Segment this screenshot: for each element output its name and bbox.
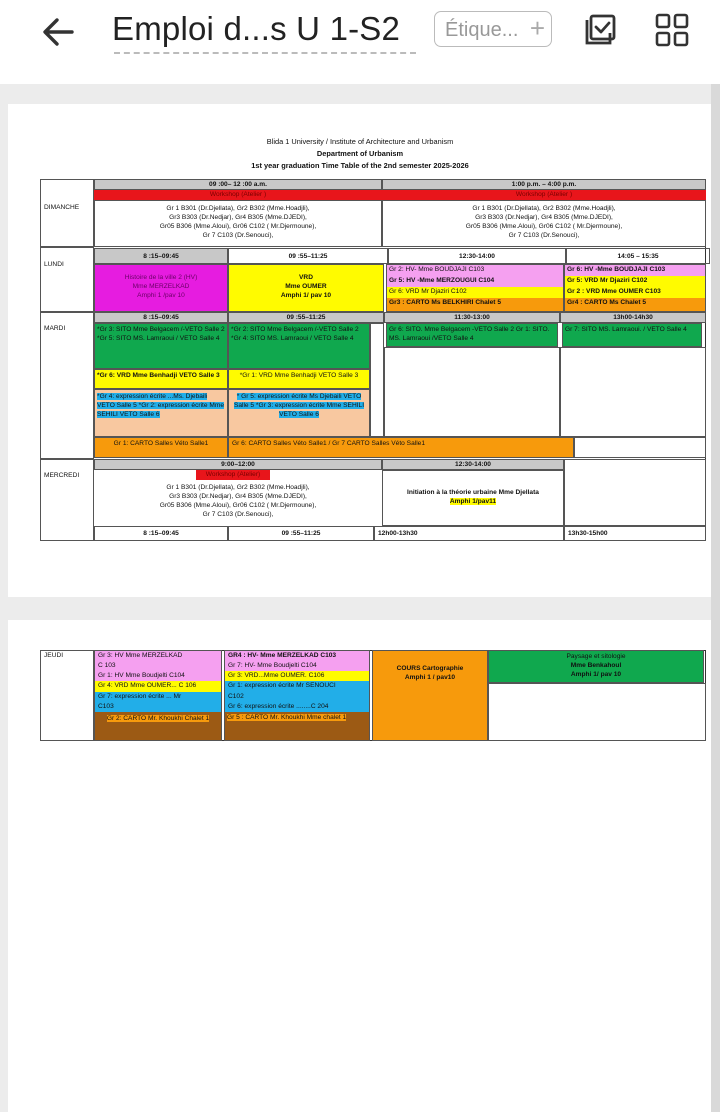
jeudi-paysage	[488, 650, 704, 683]
course-line: C103	[95, 702, 221, 712]
mardi-time-4: 13h00-14h30	[560, 312, 706, 323]
jeudi-empty	[488, 683, 706, 741]
day-cell	[40, 247, 94, 312]
course-line: Gr 6: HV -Mme BOUDJAJI C103	[565, 265, 705, 276]
day-cell	[40, 179, 94, 247]
course-line: Amphi 1/ pav 10	[570, 671, 622, 678]
dimanche-pm-groups	[382, 200, 706, 247]
group-line: Gr 7 C103 (Dr.Senouci),	[202, 511, 274, 518]
course-line: * Gr 5: expression écrite Ms Djebaili VETO Salle 5 *Gr 3: expression écrite Mme SEHILI VETO Salle 6	[233, 393, 365, 418]
lundi-time-1: 8 :15–09:45	[94, 248, 228, 264]
course-line: VRD	[299, 274, 313, 281]
doc-header	[0, 136, 720, 172]
app-bar	[0, 0, 720, 84]
course-line: Mme Benkahoul	[570, 662, 622, 669]
course-line: Gr 3: VRD...Mme OUMER. C106	[225, 671, 369, 681]
dimanche-pm-workshop: Workshop (Atelier )	[382, 190, 706, 200]
group-line: Gr3 B303 (Dr.Nedjar), Gr4 B305 (Mme.DJEDI),	[475, 214, 613, 221]
mardi-c2-filler	[370, 323, 384, 437]
course-line: Gr 5: VRD Mr Djaziri C102	[565, 276, 705, 287]
course-line: Paysage et sitologie	[566, 653, 626, 660]
page-side-shadow	[711, 84, 720, 1112]
group-line: Gr 1 B301 (Dr.Djellata), Gr2 B302 (Mme.Hoadjli),	[166, 205, 310, 212]
header-line-1: Blida 1 University / Institute of Architecture and Urbanism	[266, 137, 454, 146]
course-line: Gr 6: VRD Mr Djaziri C102	[387, 287, 563, 298]
note-title[interactable]: Emploi d...s U 1-S2	[112, 10, 401, 47]
mardi-c1-expression	[94, 389, 228, 437]
mardi-c4-empty	[560, 347, 706, 437]
dimanche-am-time: 09 :00– 12 :00 a.m.	[94, 179, 382, 190]
group-line: Gr 1 B301 (Dr.Djellata), Gr2 B302 (Mme.Hoadjli),	[166, 484, 310, 491]
footer-time-2: 09 :55–11:25	[228, 526, 374, 541]
back-arrow-icon[interactable]	[38, 12, 78, 52]
course-line: Gr 5 : CARTO Mr. Khoukhi Mme chalet 1	[227, 714, 347, 721]
jeudi-col2	[224, 650, 370, 741]
dimanche-am-groups	[94, 200, 382, 247]
plus-icon[interactable]: +	[529, 13, 545, 43]
mardi-c2-expression	[228, 389, 370, 437]
group-line: Gr05 B306 (Mme.Aloui), Gr06 C102 ( Mr.Djermoune),	[465, 223, 623, 230]
lundi-col4	[564, 264, 706, 312]
checklist-icon[interactable]	[582, 12, 618, 48]
course-line: Initiation à la théorie urbaine Mme Djellata	[407, 489, 539, 496]
group-line: Gr3 B303 (Dr.Nedjar), Gr4 B305 (Mme.DJEDI),	[169, 214, 307, 221]
footer-time-3: 12h00-13h30	[374, 526, 564, 541]
tag-placeholder: Étique...	[445, 19, 519, 41]
course-line: Gr 1: expression écrite Mr SENOUCI	[225, 681, 369, 692]
day-mercredi: MERCREDI	[44, 472, 80, 479]
mercredi-empty	[564, 459, 706, 526]
jeudi-cours-carto	[372, 650, 488, 741]
course-line: GR4 : HV- Mme MERZELKAD C103	[225, 651, 369, 661]
footer-time-4: 13h30-15h00	[564, 526, 706, 541]
course-line: Gr 2: HV- Mme BOUDJAJI C103	[387, 265, 563, 276]
course-line: Gr 6: expression écrite ........C 204	[225, 702, 369, 712]
course-line: Amphi 1/ pav 10	[280, 292, 332, 299]
course-line: Gr3 : CARTO Ms BELKHIRI Chalet 5	[387, 298, 563, 311]
mercredi-groups	[94, 481, 382, 526]
day-jeudi: JEUDI	[44, 652, 64, 659]
mardi-c2-sito: *Gr 2: SITO Mme Belgacem /-VETO Salle 2 *Gr 4: SITO MS. Lamraoui / VETO Salle 4	[228, 323, 370, 369]
course-line: *Gr 4: expression écrite ...Ms. Djebaili VETO Salle 5 *Gr 2: expression écrite Mme SEHILI VETO Salle 6	[97, 393, 225, 418]
tag-input[interactable]	[434, 11, 552, 47]
jeudi-c1-carto	[95, 712, 221, 741]
course-line: Amphi 1/pav11	[449, 498, 497, 505]
course-line: Gr 7: expression écrite ... Mr	[95, 692, 221, 702]
dimanche-am-workshop: Workshop (Atelier )	[94, 190, 382, 200]
jeudi-c2-carto	[225, 712, 369, 741]
lundi-vrd	[228, 264, 384, 312]
group-line: Gr05 B306 (Mme.Aloui), Gr06 C102 ( Mr.Djermoune),	[159, 502, 317, 509]
mardi-time-2: 09 :55–11:25	[228, 312, 384, 323]
group-line: Gr3 B303 (Dr.Nedjar), Gr4 B305 (Mme.DJEDI),	[169, 493, 307, 500]
mercredi-initiation	[382, 470, 564, 526]
dimanche-pm-time: 1:00 p.m. – 4:00 p.m.	[382, 179, 706, 190]
mercredi-workshop: Workshop (Atelier)	[196, 470, 270, 480]
footer-time-1: 8 :15–09:45	[94, 526, 228, 541]
course-line: C 103	[95, 661, 221, 671]
day-lundi: LUNDI	[44, 261, 64, 268]
group-line: Gr05 B306 (Mme.Aloui), Gr06 C102 ( Mr.Djermoune),	[159, 223, 317, 230]
header-line-2: Department of Urbanism	[316, 149, 404, 158]
course-line: Gr 4: VRD Mme OUMER... C 106	[95, 681, 221, 692]
mardi-c1-sito: *Gr 3: SITO Mme Belgacem /-VETO Salle 2 *Gr 5: SITO MS. Lamraoui / VETO Salle 4	[94, 323, 228, 369]
mardi-c3-sito: Gr 6: SITO. Mme Belgacem -VETO Salle 2 Gr 1: SITO. MS. Lamraoui /VETO Salle 4	[386, 323, 558, 347]
header-line-3: 1st year graduation Time Table of the 2nd semester 2025-2026	[251, 161, 469, 170]
course-line: Mme OUMER	[285, 283, 327, 290]
group-line: Gr 7 C103 (Dr.Senouci),	[508, 232, 580, 239]
course-line: Gr 5: HV -Mme MERZOUGUI C104	[387, 276, 563, 287]
mardi-carto-empty	[574, 437, 706, 458]
day-cell	[40, 312, 94, 459]
mercredi-am-time: 9:00–12:00	[94, 459, 382, 470]
mardi-c4-sito: Gr 7: SITO MS. Lamraoui. / VETO Salle 4	[562, 323, 702, 347]
course-line: COURS Cartographie	[396, 665, 464, 672]
day-dimanche: DIMANCHE	[44, 204, 80, 211]
day-cell	[40, 650, 94, 741]
jeudi-col1	[94, 650, 222, 741]
lundi-col3	[386, 264, 564, 312]
mardi-carto-1: Gr 1: CARTO Salles Véto Salle1	[94, 437, 228, 458]
course-line: Histoire de la ville 2 (HV)	[124, 274, 198, 281]
lundi-time-3: 12:30-14:00	[388, 248, 566, 264]
group-line: Gr 7 C103 (Dr.Senouci),	[202, 232, 274, 239]
mardi-c2-vrd: *Gr 1: VRD Mme Benhadji VETO Salle 3	[228, 369, 370, 389]
course-line: Gr 1: HV Mme Boudjelti C104	[95, 671, 221, 681]
group-line: Gr 1 B301 (Dr.Djellata), Gr2 B302 (Mme.Hoadjli),	[472, 205, 616, 212]
course-line: C102	[225, 692, 369, 702]
lundi-time-4: 14:05 – 15:35	[566, 248, 710, 264]
mercredi-pm-time: 12:30-14:00	[382, 459, 564, 470]
mardi-time-3: 11:30-13:00	[384, 312, 560, 323]
title-underline	[114, 52, 416, 54]
mardi-c3-empty	[384, 347, 560, 437]
mardi-time-1: 8 :15–09:45	[94, 312, 228, 323]
grid-view-icon[interactable]	[654, 12, 690, 48]
lundi-time-2: 09 :55–11:25	[228, 248, 388, 264]
lundi-histoire	[94, 264, 228, 312]
course-line: Gr 3: HV Mme MERZELKAD	[95, 651, 221, 661]
course-line: Gr 2: CARTO Mr. Khoukhi Chalet 1	[106, 715, 210, 722]
course-line: Amphi 1 /pav 10	[137, 292, 185, 299]
course-line: Gr4 : CARTO Ms Chalet 5	[565, 298, 705, 311]
mardi-carto-2: Gr 6: CARTO Salles Véto Salle1 / Gr 7 CARTO Salles Véto Salle1	[228, 437, 574, 458]
day-mardi: MARDI	[44, 325, 66, 332]
course-line: Mme MERZELKAD	[132, 283, 190, 290]
course-line: Gr 2 : VRD Mme OUMER C103	[565, 287, 705, 298]
mardi-c1-vrd: *Gr 6: VRD Mme Benhadji VETO Salle 3	[94, 369, 228, 389]
course-line: Gr 7: HV- Mme Boudjelti C104	[225, 661, 369, 671]
course-line: Amphi 1 / pav10	[404, 674, 456, 681]
